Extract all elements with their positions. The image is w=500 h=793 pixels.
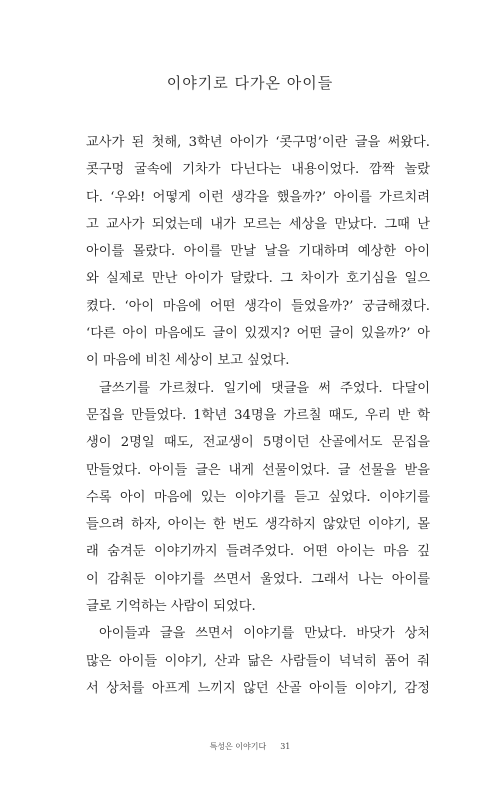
- text-line: 이 마음에 비친 세상이 보고 싶었다.: [86, 353, 290, 369]
- text-line: 이 감춰둔 이야기를 쓰면서 울었다. 그래서 나는 아이를: [86, 571, 430, 587]
- text-line: 많은 아이들 이야기, 산과 닮은 사람들이 넉넉히 품어 줘: [86, 653, 430, 669]
- text-line: 들으려 하자, 아이는 한 번도 생각하지 않았던 이야기, 몰: [86, 517, 430, 533]
- text-line: 켰다. ‘아이 마음에 어떤 생각이 들었을까?’ 궁금해졌다.: [86, 298, 430, 314]
- text-line: 생이 2명일 때도, 전교생이 5명이던 산골에서도 문집을: [86, 435, 430, 451]
- page-footer: [0, 741, 500, 752]
- text-line: 서 상처를 아프게 느끼지 않던 산골 아이들 이야기, 감정: [86, 680, 430, 696]
- text-line: 아이를 몰랐다. 아이를 만날 날을 기대하며 예상한 아이: [86, 244, 430, 260]
- text-line: 아이들과 글을 쓰면서 이야기를 만났다. 바닷가 상처: [99, 626, 430, 642]
- page-number: 31: [280, 742, 291, 751]
- text-line: 문집을 만들었다. 1학년 34명을 가르칠 때도, 우리 반 학: [86, 407, 430, 423]
- text-line: 수록 아이 마음에 있는 이야기를 듣고 싶었다. 이야기를: [86, 489, 430, 505]
- text-line: 다. ‘우와! 어떻게 이런 생각을 했을까?’ 아이를 가르치려: [86, 189, 430, 205]
- running-book-title: 특성은 이야기다: [209, 742, 267, 751]
- text-line: 글쓰기를 가르쳤다. 일기에 댓글을 써 주었다. 다달이: [99, 380, 430, 396]
- text-line: 만들었다. 아이들 글은 내게 선물이었다. 글 선물을 받을: [86, 462, 430, 478]
- text-line: 래 숨겨둔 이야기까지 들려주었다. 어떤 아이는 마음 깊: [86, 544, 430, 560]
- text-line: 교사가 된 첫해, 3학년 아이가 ‘콧구멍’이란 글을 써왔다.: [86, 135, 430, 150]
- body-text: [86, 129, 430, 702]
- text-line: 콧구멍 굴속에 기차가 다닌다는 내용이었다. 깜짝 놀랐: [86, 162, 430, 178]
- text-line: 글로 기억하는 사람이 되었다.: [86, 599, 256, 615]
- chapter-title: 이야기로 다가온 아이들: [166, 74, 334, 92]
- text-line: ‘다른 아이 마음에도 글이 있겠지? 어떤 글이 있을까?’ 아: [86, 326, 430, 342]
- text-line: 와 실제로 만난 아이가 달랐다. 그 차이가 호기심을 일으: [86, 271, 430, 287]
- text-line: 고 교사가 되었는데 내가 모르는 세상을 만났다. 그때 난: [86, 216, 430, 232]
